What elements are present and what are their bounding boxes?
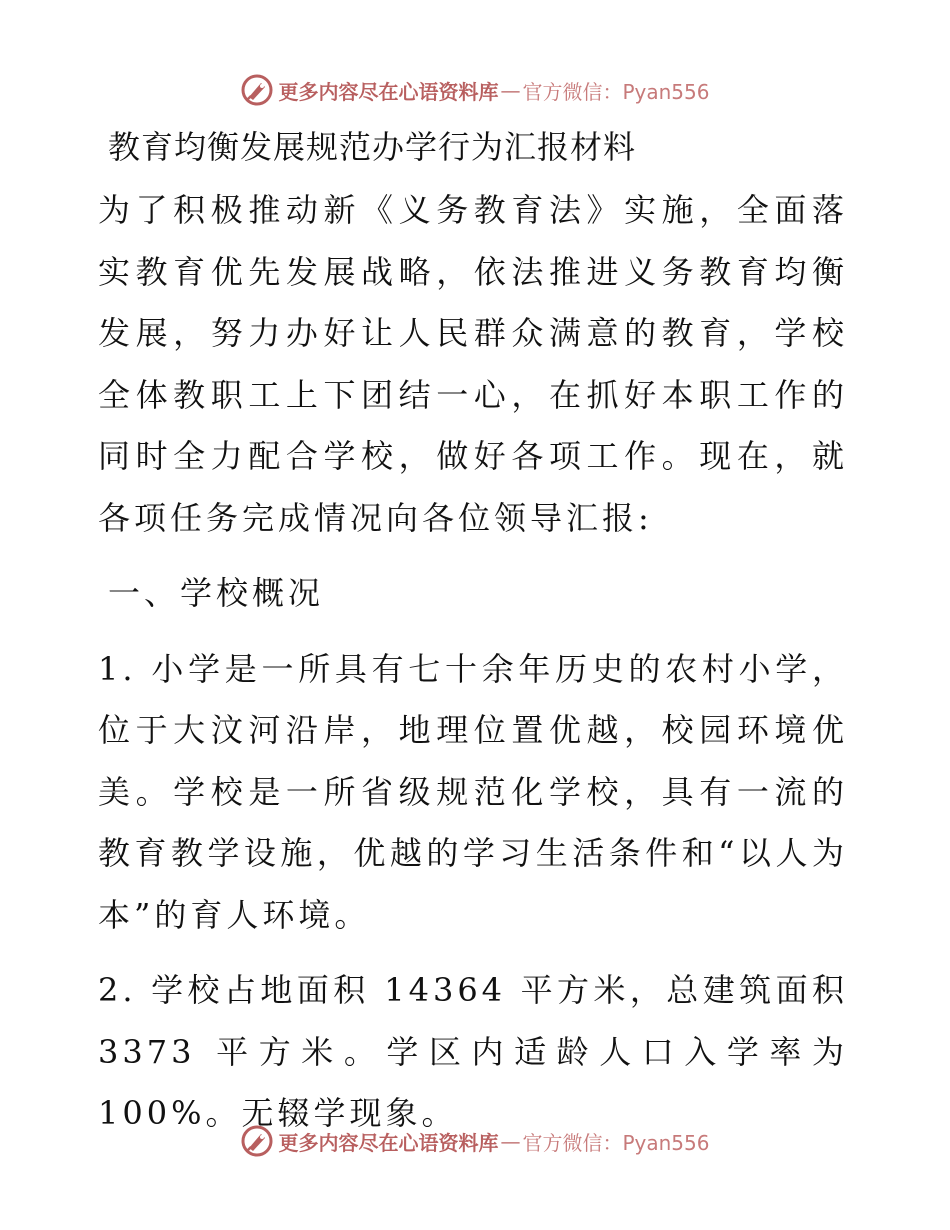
header-banner: [0, 68, 950, 112]
paragraph-item-2: 2. 学校占地面积 14364 平方米，总建筑面积 3373 平方米。学区内适龄人口入学率为 100%。无辍学现象。: [98, 971, 848, 1132]
pen-nib-icon: [240, 73, 274, 107]
banner-separator: —: [500, 1129, 521, 1153]
banner-separator: —: [500, 78, 521, 102]
banner-contact: 官方微信：Pyan556: [522, 79, 710, 104]
banner-site-text: 更多内容尽在心语资料库: [278, 1130, 499, 1155]
pen-nib-icon: [240, 1124, 274, 1158]
document-title: 教育均衡发展规范办学行为汇报材料: [108, 128, 637, 166]
section-heading: 一、学校概况: [108, 574, 325, 612]
intro-paragraph: 为了积极推动新《义务教育法》实施，全面落实教育优先发展战略，依法推进义务教育均衡发展，努力办好让人民群众满意的教育，学校全体教职工上下团结一心，在抓好本职工作的同时全力配合学校，做好各项工作。现在，就各项任务完成情况向各位领导汇报:: [98, 191, 848, 537]
document-body: [98, 122, 848, 1159]
footer-banner: [0, 1119, 950, 1163]
paragraph-item-1: 1. 小学是一所具有七十余年历史的农村小学，位于大汶河沿岸，地理位置优越，校园环境优美。学校是一所省级规范化学校，具有一流的教育教学设施，优越的学习生活条件和“以人为本”的育人环境。: [98, 649, 848, 934]
banner-site-text: 更多内容尽在心语资料库: [278, 79, 499, 104]
banner-contact: 官方微信：Pyan556: [522, 1130, 710, 1155]
